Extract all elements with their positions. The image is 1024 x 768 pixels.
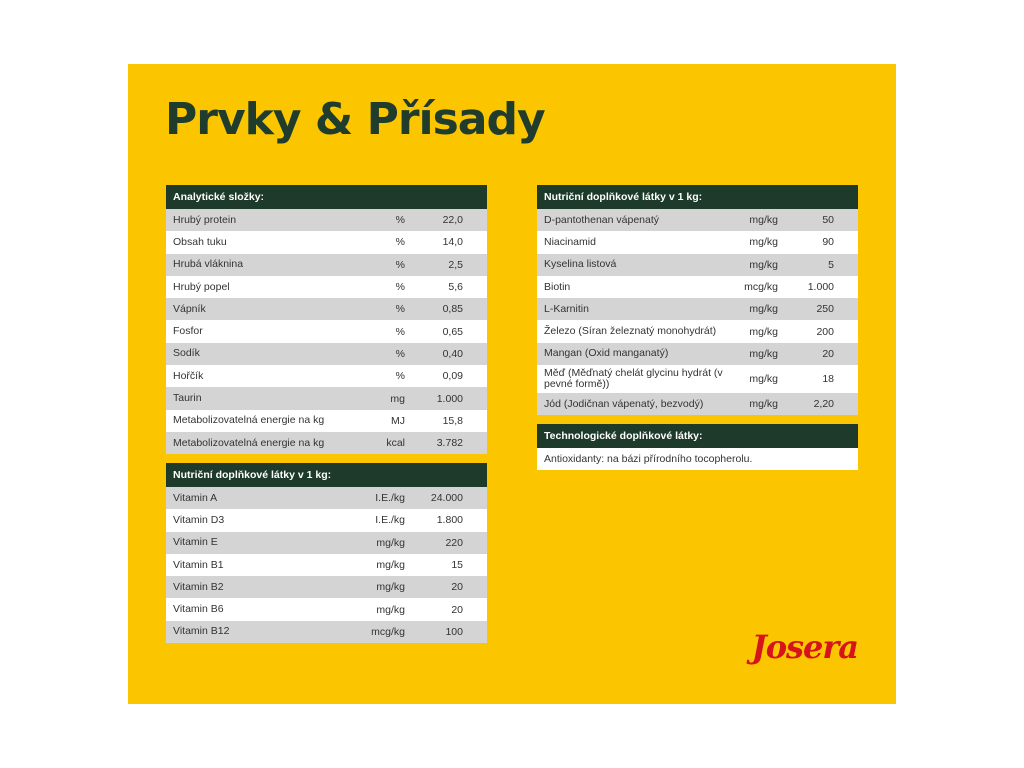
row-name: Kyselina listová: [544, 258, 617, 271]
row-value: 1.000: [807, 281, 834, 294]
row-value: 20: [451, 603, 463, 616]
table-row: [537, 298, 858, 320]
row-value: 0,85: [442, 303, 463, 316]
table-row: [166, 231, 487, 253]
row-name: Sodík: [173, 347, 200, 360]
row-name: Vitamin B2: [173, 580, 224, 593]
row-name: Vitamin B6: [173, 603, 224, 616]
row-unit: %: [395, 214, 405, 227]
row-value: 0,40: [442, 347, 463, 360]
row-name: Niacinamid: [544, 235, 596, 248]
row-name: Obsah tuku: [173, 235, 227, 248]
row-name: D-pantothenan vápenatý: [544, 213, 660, 226]
table-row: [166, 621, 487, 643]
row-name: Mangan (Oxid manganatý): [544, 347, 669, 360]
row-value: 250: [816, 303, 834, 316]
table-row: [166, 209, 487, 231]
row-value: 50: [822, 214, 834, 227]
row-value: 2,20: [813, 398, 834, 411]
table-row: [537, 231, 858, 253]
row-unit: %: [395, 370, 405, 383]
table-row: [537, 365, 858, 393]
row-name: Hořčík: [173, 369, 204, 382]
row-unit: %: [395, 281, 405, 294]
row-value: 5: [828, 258, 834, 271]
row-name: Jód (Jodičnan vápenatý, bezvodý): [544, 397, 704, 410]
row-name: Hrubá vláknina: [173, 258, 244, 271]
row-name: Taurin: [173, 392, 202, 405]
row-unit: mg/kg: [749, 373, 778, 386]
row-name: Měď (Měďnatý chelát glycinu hydrát (v pevné formě)): [544, 367, 723, 391]
table-row: [166, 320, 487, 342]
row-unit: MJ: [391, 414, 405, 427]
vitamin-table: [166, 463, 487, 643]
table-header: Nutriční doplňkové látky v 1 kg:: [537, 185, 858, 209]
row-unit: %: [395, 236, 405, 249]
row-value: 220: [445, 536, 463, 549]
table-row: [537, 209, 858, 231]
analytic-table: [166, 185, 487, 454]
row-unit: %: [395, 325, 405, 338]
row-unit: mg/kg: [376, 559, 405, 572]
row-value: 20: [822, 347, 834, 360]
technological-table: [537, 424, 858, 470]
row-unit: mg/kg: [749, 214, 778, 227]
table-row: [537, 276, 858, 298]
table-row: [166, 343, 487, 365]
row-value: 24.000: [430, 492, 463, 505]
row-value: 1.800: [436, 514, 463, 527]
row-unit: mg/kg: [749, 398, 778, 411]
row-value: 22,0: [442, 214, 463, 227]
row-unit: I.E./kg: [375, 514, 405, 527]
row-value: 3.782: [436, 437, 463, 450]
table-row: [166, 387, 487, 409]
row-name: Železo (Síran železnatý monohydrát): [544, 325, 717, 338]
table-header: Technologické doplňkové látky:: [537, 424, 858, 448]
table-row: [166, 276, 487, 298]
row-name: Hrubý protein: [173, 213, 237, 226]
row-unit: mcg/kg: [371, 625, 405, 638]
table-row: [537, 320, 858, 342]
row-name: Fosfor: [173, 325, 203, 338]
row-name: Hrubý popel: [173, 280, 230, 293]
table-row: [166, 365, 487, 387]
row-value: 14,0: [442, 236, 463, 249]
row-unit: %: [395, 303, 405, 316]
table-row: [537, 254, 858, 276]
table-row: [166, 509, 487, 531]
table-header: Analytické složky:: [166, 185, 487, 209]
table-row: [166, 298, 487, 320]
row-name: Vitamin A: [173, 491, 218, 504]
row-unit: mg/kg: [376, 536, 405, 549]
row-unit: mg/kg: [749, 236, 778, 249]
row-name: Vitamin B1: [173, 558, 224, 571]
row-unit: mg/kg: [749, 258, 778, 271]
row-name: Vitamin D3: [173, 513, 225, 526]
row-unit: mg/kg: [749, 303, 778, 316]
row-value: 2,5: [448, 258, 463, 271]
content-panel: [128, 64, 896, 704]
table-row: [166, 598, 487, 620]
row-unit: %: [395, 347, 405, 360]
page-title: Prvky & Přísady: [165, 94, 545, 145]
row-value: 0,65: [442, 325, 463, 338]
row-value: 200: [816, 325, 834, 338]
row-unit: kcal: [386, 437, 405, 450]
table-row: [166, 576, 487, 598]
table-body: [166, 487, 487, 643]
table-body: [166, 209, 487, 454]
table-row: [537, 393, 858, 415]
row-value: 0,09: [442, 370, 463, 383]
nutrient-table: [537, 185, 858, 415]
table-row: [166, 254, 487, 276]
row-name: Metabolizovatelná energie na kg: [173, 414, 325, 427]
row-name: Vitamin B12: [173, 625, 230, 638]
brand-logo: Josera: [751, 628, 858, 666]
row-value: 100: [445, 625, 463, 638]
row-unit: mcg/kg: [744, 281, 778, 294]
table-row: [166, 432, 487, 454]
row-value: 90: [822, 236, 834, 249]
row-unit: mg: [390, 392, 405, 405]
row-unit: I.E./kg: [375, 492, 405, 505]
table-row: [166, 554, 487, 576]
row-value: 1.000: [436, 392, 463, 405]
row-name: L-Karnitin: [544, 302, 589, 315]
row-unit: %: [395, 258, 405, 271]
row-unit: mg/kg: [749, 347, 778, 360]
table-row: [166, 532, 487, 554]
row-value: 15: [451, 559, 463, 572]
row-value: 18: [822, 373, 834, 386]
row-name: Biotin: [544, 280, 571, 293]
table-body: [537, 209, 858, 415]
row-name: Metabolizovatelná energie na kg: [173, 436, 325, 449]
row-unit: mg/kg: [749, 325, 778, 338]
table-row: [537, 343, 858, 365]
table-row: [166, 410, 487, 432]
table-row: [537, 448, 858, 470]
row-value: 15,8: [442, 414, 463, 427]
row-name: Vitamin E: [173, 536, 218, 549]
row-name: Vápník: [173, 302, 206, 315]
table-header: Nutriční doplňkové látky v 1 kg:: [166, 463, 487, 487]
row-value: 20: [451, 581, 463, 594]
row-unit: mg/kg: [376, 603, 405, 616]
row-value: 5,6: [448, 281, 463, 294]
row-unit: mg/kg: [376, 581, 405, 594]
technological-text: Antioxidanty: na bázi přírodního tocopherolu.: [544, 452, 753, 465]
table-row: [166, 487, 487, 509]
